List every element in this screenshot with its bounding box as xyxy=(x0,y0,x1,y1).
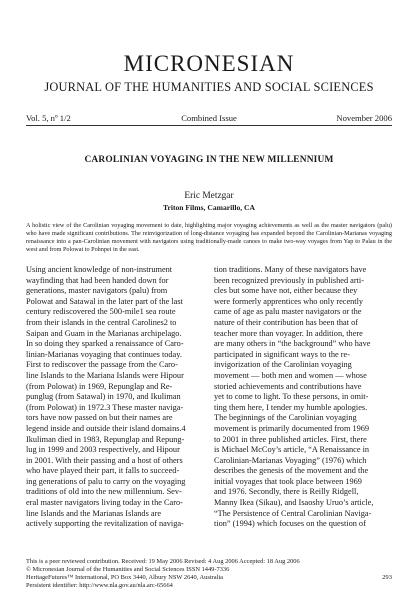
body-text-line: in 2001. With their passing and a host of others xyxy=(26,455,183,465)
body-text-line: linian-Marianas voyaging that continues today. xyxy=(26,349,182,359)
body-text-line: wayfinding that had been handed down for xyxy=(26,275,169,285)
body-column-left xyxy=(26,265,204,530)
body-text-line: (from Polowat) in 1972.3 These master naviga- xyxy=(26,402,184,412)
body-text-line: century rediscovered the 500-mile1 sea route xyxy=(26,307,176,317)
review-dates: This is a peer reviewed contribution. Received: 19 May 2006 Revised: 4 Aug 2006 Accepted: 18 Aug 2006 xyxy=(26,558,300,565)
body-text-line: tion traditions. Many of these navigators have xyxy=(214,265,367,274)
body-text-line: (from Polowat) in 1969, Repunglap and Re- xyxy=(26,381,173,391)
body-text-line: Manny Ikea (Sikau), and Isaoshy Uruo’s article, xyxy=(214,498,374,508)
body-text-line: generations, master navigators (palu) from xyxy=(26,286,168,296)
body-text-line: tors have now passed on but their names are xyxy=(26,413,173,423)
body-text-line: teacher more than voyager. In addition, there xyxy=(214,328,363,338)
body-text-line: participated in significant ways to the re- xyxy=(214,349,350,359)
article-author: Eric Metzgar xyxy=(184,191,234,201)
body-text-line: eral master navigators living today in the Caro- xyxy=(26,498,183,508)
copyright-line: © Micronesian Journal of the Humanities and Social Sciences ISSN 1449-7336 xyxy=(26,566,230,573)
body-text-line: punglug (from Satawal) in 1970, and Ikuliman xyxy=(26,392,181,402)
body-text-line: came of age as palu master navigators or the xyxy=(214,307,362,317)
publisher-address: HeritageFutures™ International, PO Box 3440, Albury NSW 2640, Australia xyxy=(26,574,223,581)
body-text-line: and 1976. Secondly, there is Reilly Ridgell, xyxy=(214,487,359,497)
body-text-line: been recognized previously in published arti- xyxy=(214,275,364,285)
body-text-line: nature of their contribution has been that of xyxy=(214,317,358,327)
body-text-line: Saipan and Guam in the Marianas archipelago. xyxy=(26,328,182,338)
body-text-line: storied achievements and contributions have xyxy=(214,381,362,391)
issue-volume: Vol. 5, nº 1/2 xyxy=(26,113,71,123)
body-text-line: The beginnings of the Carolinian voyaging xyxy=(214,413,357,423)
body-text-line: initial voyages that took place between 1969 xyxy=(214,476,362,486)
body-text-line: First to rediscover the passage from the Caro- xyxy=(26,360,178,370)
body-text-line: “The Persistence of Central Carolinian Naviga- xyxy=(214,508,372,518)
body-text-line: describes the genesis of the movement and the xyxy=(214,466,369,476)
issue-info-bar xyxy=(26,112,392,126)
author-affiliation: Triton Films, Camarillo, CA xyxy=(162,203,256,212)
article-title: CAROLINIAN VOYAGING IN THE NEW MILLENNIUM xyxy=(84,155,334,165)
body-text-line: from their islands in the central Carolines2 to xyxy=(26,317,177,327)
body-text-line: invigorization of the Carolinian voyaging xyxy=(214,360,352,370)
body-text-line: Carolinian-Marianas Voyaging” (1976) which xyxy=(214,455,367,465)
body-text-line: traditions of old into the new millennium. Sev- xyxy=(26,487,182,497)
body-text-line: to 2001 in three published articles. First, there xyxy=(214,434,367,444)
body-text-line: Polowat and Satawal in the later part of the last xyxy=(26,296,183,306)
body-text-line: movement — both men and women — whose xyxy=(214,370,367,380)
issue-date: November 2006 xyxy=(336,113,392,123)
article-abstract: A holistic view of the Carolinian voyaging movement to date, highlighting major voyaging achievements as well as the master navigators (palu) who have made significant contributions. The reinvigorization of long-distance voyaging has expanded beyond the Carolinian-Marianas voyaging renaissance into a pan-Carolinian movement with navigators using traditionally-made canoes to make two-way voyages from Yap to Palau in the west and from Polowat to Pohnpei in the east. xyxy=(26,222,392,253)
body-text-line: is Michael McCoy’s article, “A Renaissance in xyxy=(214,445,370,455)
body-text-line: line Islands and the Marianas Islands are xyxy=(26,508,162,518)
persistent-identifier: Persistent identifier: http://www.nla.gov.au/nla.arc-65664 xyxy=(26,582,173,589)
journal-subtitle: JOURNAL OF THE HUMANITIES AND SOCIAL SCIENCES xyxy=(44,80,374,94)
article-footer xyxy=(26,558,392,590)
body-text-line: were formerly apprentices who only recently xyxy=(214,296,364,306)
issue-label: Combined Issue xyxy=(181,113,237,123)
body-text-line: yet to come to light. To these persons, in omit- xyxy=(214,392,369,402)
body-text-line: ing generations of palu to carry on the voyaging xyxy=(26,476,186,486)
body-text-line: tion” (1994) which focuses on the question of xyxy=(214,519,366,529)
body-text-line: lug in 1999 and 2003 respectively, and Hipour xyxy=(26,445,180,455)
body-text-line: cles but some have not, either because they xyxy=(214,286,358,296)
body-text-line: who have played their part, it falls to succeed- xyxy=(26,466,180,476)
journal-title: MICRONESIAN xyxy=(123,51,295,76)
body-text-line: movement is primarily documented from 1969 xyxy=(214,423,370,433)
journal-masthead xyxy=(26,51,392,95)
body-text-line: In so doing they sparked a renaissance of Caro- xyxy=(26,339,184,349)
body-text-line: are many others in “the background” who have xyxy=(214,339,371,349)
body-column-right xyxy=(214,265,392,530)
body-text-line: actively supporting the revitalization of naviga- xyxy=(26,519,184,529)
page-number: 293 xyxy=(382,574,392,581)
body-text-line: Ikuliman died in 1983, Repunglap and Repung- xyxy=(26,434,185,444)
body-text-line: ting them here, I tender my humble apologies. xyxy=(214,402,368,412)
body-text-line: legend inside and outside their island domains.4 xyxy=(26,423,186,433)
body-text-line: Using ancient knowledge of non-instrument xyxy=(26,265,173,274)
body-text-line: line Islands to the Mariana Islands were Hipour xyxy=(26,370,184,380)
